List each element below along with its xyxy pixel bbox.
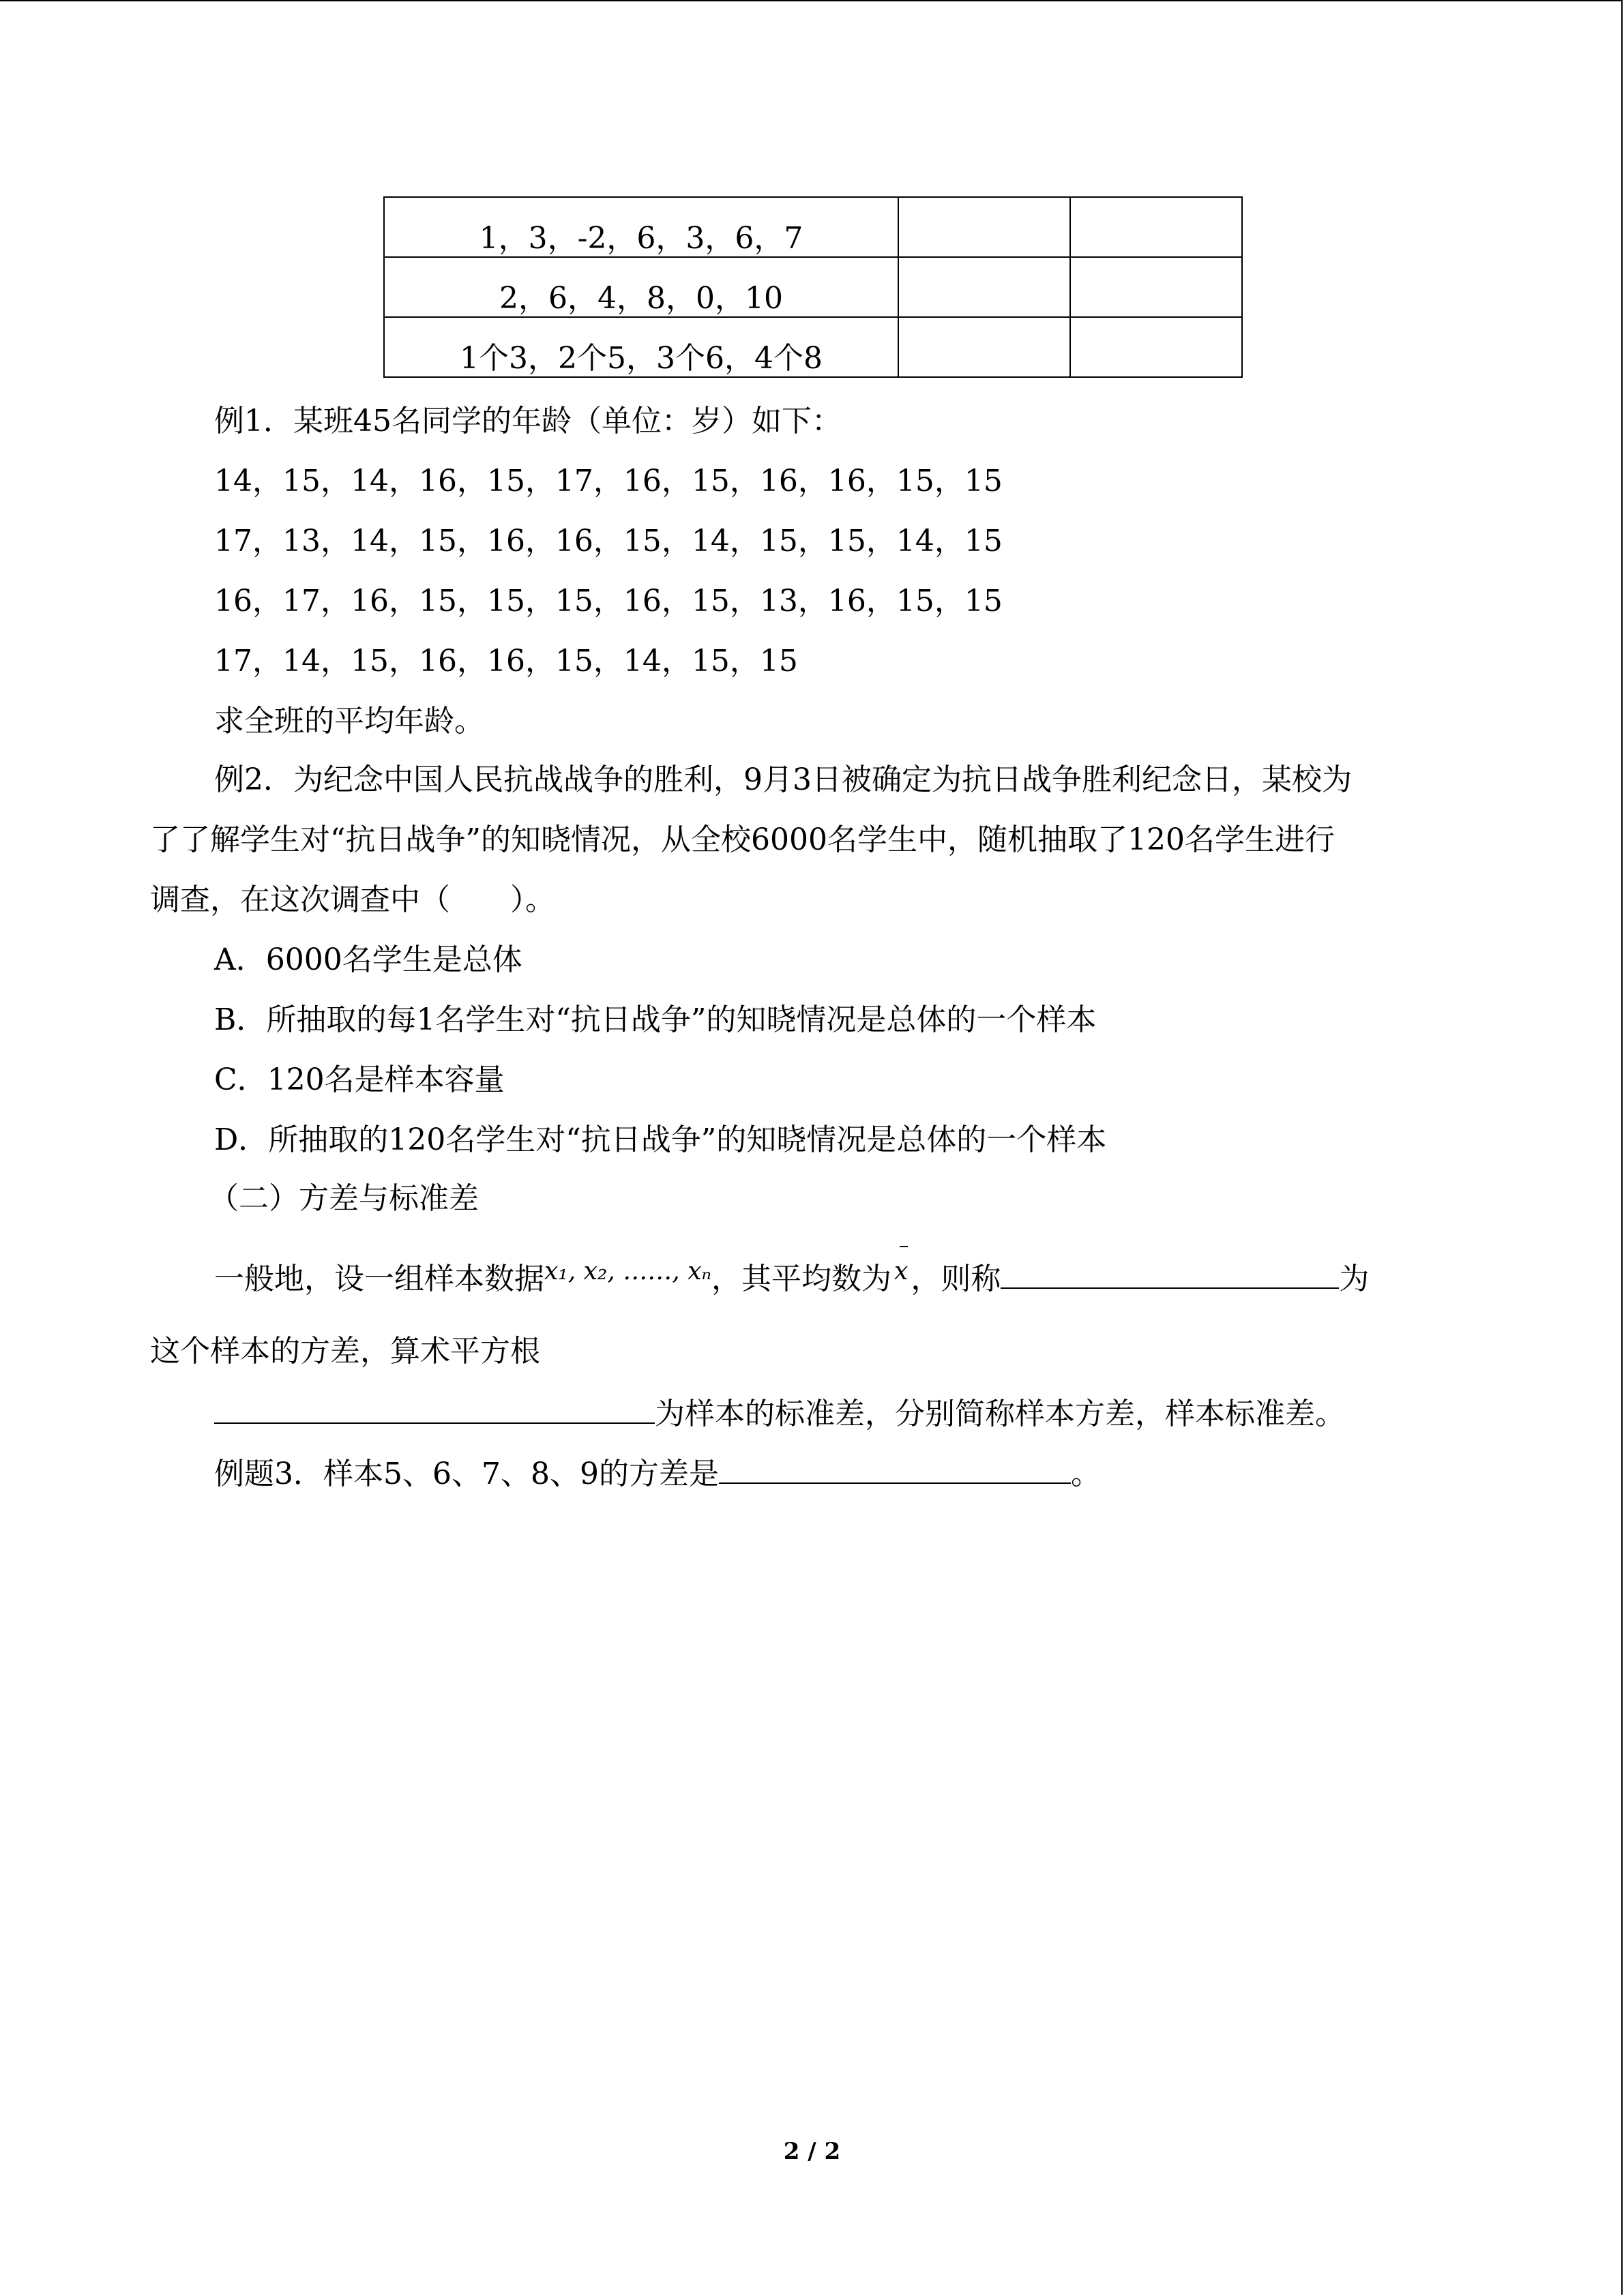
ages-line-3: 16，17，16，15，15，15，16，15，13，16，15，15 [214, 584, 1003, 618]
example1-question: 求全班的平均年龄。 [214, 704, 484, 739]
definition-text: 为 [1339, 1262, 1370, 1296]
table-cell-data: 2，6，4，8，0，10 [384, 257, 898, 317]
variance-blank [1001, 1287, 1339, 1289]
table-cell-blank [1070, 257, 1242, 317]
data-table [383, 196, 1243, 378]
definition-text: ，则称 [911, 1262, 1001, 1296]
variance-definition-line-1 [214, 1257, 1370, 1296]
variance-definition-line-2: 这个样本的方差，算术平方根 [150, 1334, 540, 1369]
table-cell-blank [1070, 197, 1242, 257]
table-row [384, 317, 1242, 377]
table-cell-blank [898, 197, 1070, 257]
table-cell-blank [1070, 317, 1242, 377]
ages-line-1: 14，15，14，16，15，17，16，15，16，16，15，15 [214, 464, 1003, 498]
table-cell-data: 1个3，2个5，3个6，4个8 [384, 317, 898, 377]
table-cell-blank [898, 257, 1070, 317]
table-row [384, 257, 1242, 317]
definition-text: ，其平均数为 [711, 1262, 892, 1296]
page-number: 2 / 2 [783, 2138, 841, 2165]
mean-symbol: x [894, 1257, 909, 1285]
ages-line-2: 17，13，14，15，16，16，15，14，15，15，14，15 [214, 524, 1003, 558]
example2-line-2: 了了解学生对“抗日战争”的知晓情况，从全校6000名学生中，随机抽取了120名学生进行 [150, 822, 1335, 857]
example3-text: 例题3．样本5、6、7、8、9的方差是 [214, 1457, 719, 1491]
example1-title: 例1．某班45名同学的年龄（单位：岁）如下： [214, 404, 842, 438]
example3 [214, 1459, 1101, 1489]
ages-line-4: 17，14，15，16，16，15，14，15，15 [214, 644, 798, 679]
option-a: A．6000名学生是总体 [214, 942, 522, 977]
table-row [384, 197, 1242, 257]
std-definition-line [214, 1399, 1345, 1429]
example2-line-3: 调查，在这次调查中（ ）。 [150, 882, 555, 917]
option-c: C．120名是样本容量 [214, 1062, 505, 1097]
example2-line-1: 例2．为纪念中国人民抗战战争的胜利，9月3日被确定为抗日战争胜利纪念日，某校为 [214, 762, 1352, 797]
definition-text: 为样本的标准差，分别简称样本方差，样本标准差。 [655, 1397, 1345, 1431]
example3-blank [719, 1482, 1071, 1484]
table-cell-data: 1，3，-2，6，3，6，7 [384, 197, 898, 257]
sample-data-formula: x₁, x₂, ……, xₙ [544, 1257, 712, 1285]
section-heading: （二）方差与标准差 [209, 1181, 479, 1216]
table-cell-blank [898, 317, 1070, 377]
std-blank [214, 1422, 655, 1424]
option-b: B．所抽取的每1名学生对“抗日战争”的知晓情况是总体的一个样本 [214, 1002, 1097, 1037]
definition-text: 一般地，设一组样本数据 [214, 1262, 544, 1296]
example3-end: 。 [1070, 1457, 1101, 1491]
option-d: D．所抽取的120名学生对“抗日战争”的知晓情况是总体的一个样本 [214, 1122, 1107, 1157]
